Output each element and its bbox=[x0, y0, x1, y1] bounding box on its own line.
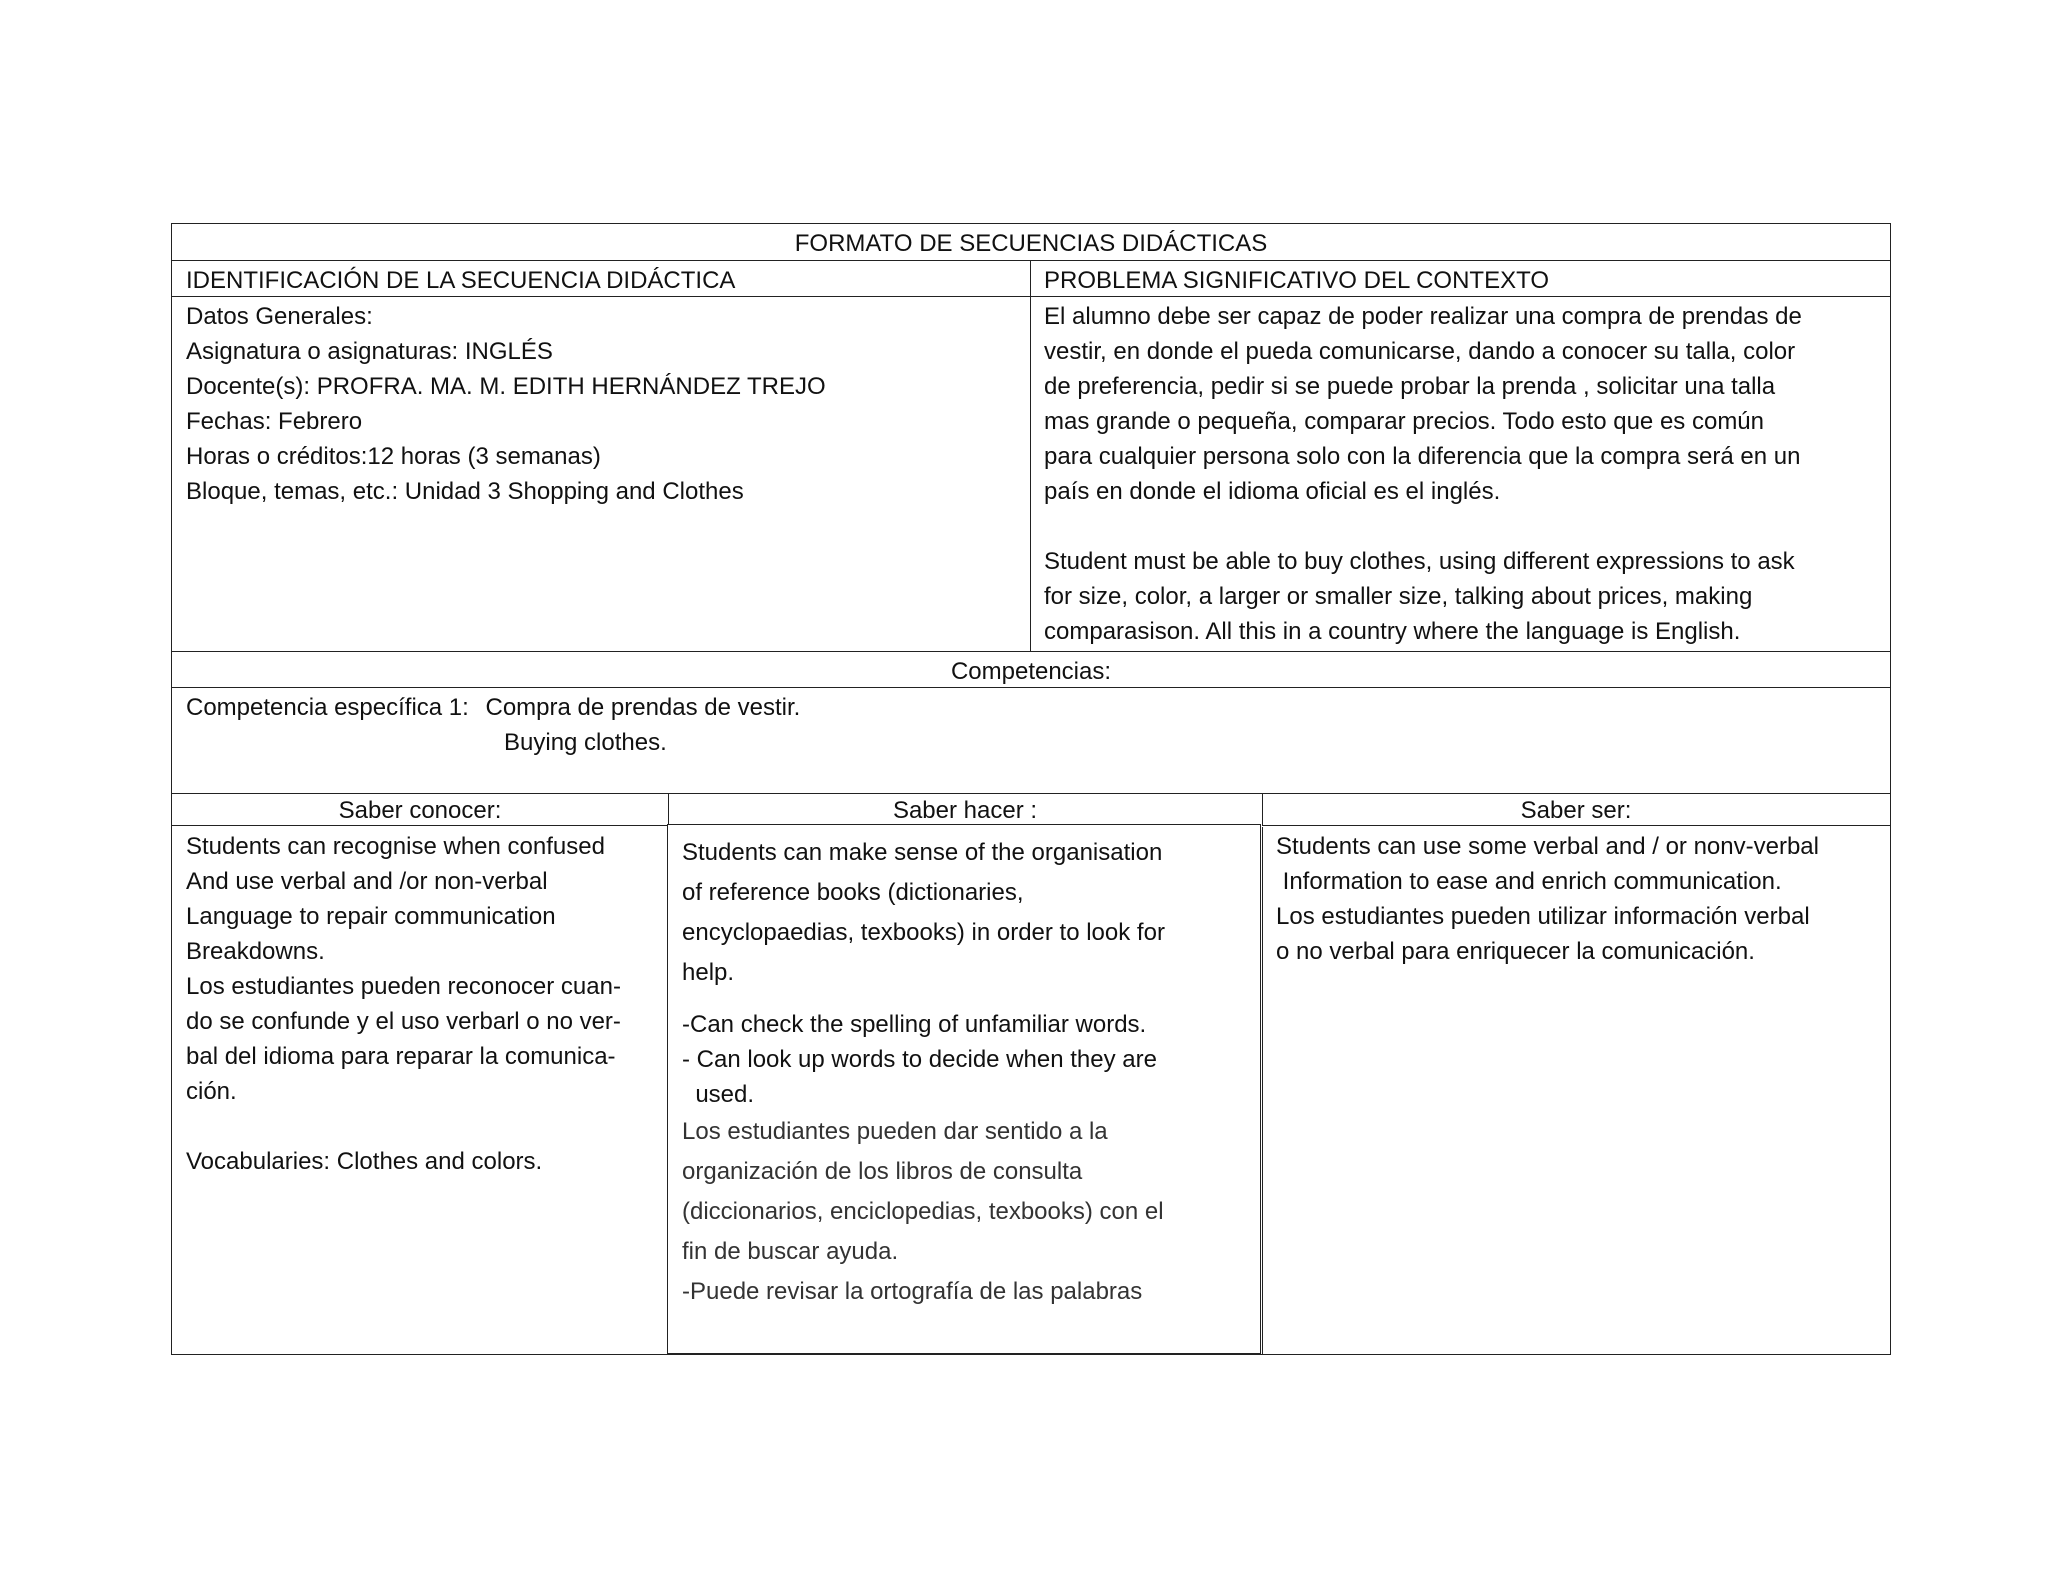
saber-hacer-intro-line: of reference books (dictionaries, bbox=[682, 879, 1024, 906]
saber-hacer-bullet: - Can look up words to decide when they are bbox=[682, 1046, 1157, 1073]
problema-en-line: for size, color, a larger or smaller size, talking about prices, making bbox=[1044, 583, 1753, 610]
identificacion-header: IDENTIFICACIÓN DE LA SECUENCIA DIDÁCTICA bbox=[186, 267, 736, 294]
saber-conocer-content bbox=[172, 827, 668, 1354]
datos-row bbox=[172, 297, 1890, 652]
competencias-row bbox=[172, 652, 1890, 688]
problema-en-line: comparasison. All this in a country where the language is English. bbox=[1044, 618, 1741, 645]
saber-hacer-es-line: (diccionarios, enciclopedias, texbooks) con el bbox=[682, 1198, 1164, 1225]
competencia-especifica-row bbox=[172, 688, 1890, 794]
saber-conocer-line: ción. bbox=[186, 1078, 237, 1105]
saber-conocer-line: Students can recognise when confused bbox=[186, 833, 605, 860]
problema-en-line: Student must be able to buy clothes, using different expressions to ask bbox=[1044, 548, 1795, 575]
saber-hacer-es-line: fin de buscar ayuda. bbox=[682, 1238, 899, 1265]
problema-es-line: país en donde el idioma oficial es el inglés. bbox=[1044, 478, 1501, 505]
datos-line: Bloque, temas, etc.: Unidad 3 Shopping and Clothes bbox=[186, 478, 744, 505]
saber-conocer-vocab: Vocabularies: Clothes and colors. bbox=[186, 1148, 543, 1175]
competencia-label: Competencia específica 1: bbox=[186, 694, 469, 721]
datos-line: Fechas: Febrero bbox=[186, 408, 363, 435]
problema-es-line: para cualquier persona solo con la diferencia que la compra será en un bbox=[1044, 443, 1801, 470]
saber-hacer-bullet: -Can check the spelling of unfamiliar words. bbox=[682, 1011, 1147, 1038]
problema-es-line: vestir, en donde el pueda comunicarse, dando a conocer su talla, color bbox=[1044, 338, 1796, 365]
problema-header: PROBLEMA SIGNIFICATIVO DEL CONTEXTO bbox=[1044, 267, 1549, 294]
saber-ser-header: Saber ser: bbox=[1520, 797, 1632, 824]
saber-hacer-intro-line: Students can make sense of the organisation bbox=[682, 839, 1163, 866]
saber-ser-line: Students can use some verbal and / or nonv-verbal bbox=[1276, 833, 1819, 860]
competencias-header: Competencias: bbox=[950, 658, 1112, 685]
document-title bbox=[172, 224, 1890, 260]
saber-hacer-bullet: used. bbox=[682, 1081, 755, 1108]
datos-line: Datos Generales: bbox=[186, 303, 373, 330]
problema-es-line: El alumno debe ser capaz de poder realizar una compra de prendas de bbox=[1044, 303, 1802, 330]
datos-line: Asignatura o asignaturas: INGLÉS bbox=[186, 338, 553, 365]
saber-hacer-header: Saber hacer : bbox=[892, 797, 1038, 824]
datos-generales bbox=[172, 297, 1030, 651]
saber-conocer-line: bal del idioma para reparar la comunica- bbox=[186, 1043, 616, 1070]
competencia-es: Compra de prendas de vestir. bbox=[485, 694, 801, 721]
saber-hacer-es-line: organización de los libros de consulta bbox=[682, 1158, 1083, 1185]
title-text: FORMATO DE SECUENCIAS DIDÁCTICAS bbox=[794, 230, 1268, 257]
datos-line: Horas o créditos:12 horas (3 semanas) bbox=[186, 443, 601, 470]
problema-es-line: de preferencia, pedir si se puede probar la prenda , solicitar una talla bbox=[1044, 373, 1776, 400]
saber-conocer-header: Saber conocer: bbox=[338, 797, 502, 824]
problema-es-line: mas grande o pequeña, comparar precios. Todo esto que es común bbox=[1044, 408, 1764, 435]
saber-hacer-es-line: Los estudiantes pueden dar sentido a la bbox=[682, 1118, 1108, 1145]
saber-conocer-line: do se confunde y el uso verbarl o no ver- bbox=[186, 1008, 621, 1035]
datos-line: Docente(s): PROFRA. MA. M. EDITH HERNÁNDEZ TREJO bbox=[186, 373, 826, 400]
title-row bbox=[172, 224, 1890, 261]
saber-conocer-line: Breakdowns. bbox=[186, 938, 325, 965]
saber-ser-line: Los estudiantes pueden utilizar información verbal bbox=[1276, 903, 1810, 930]
saber-conocer-line: Los estudiantes pueden reconocer cuan- bbox=[186, 973, 621, 1000]
saber-conocer-line: Language to repair communication bbox=[186, 903, 556, 930]
problema-text bbox=[1030, 297, 1890, 651]
section-headers-row bbox=[172, 261, 1890, 297]
saber-ser-line: o no verbal para enriquecer la comunicación. bbox=[1276, 938, 1755, 965]
saber-ser-line: Information to ease and enrich communication. bbox=[1276, 868, 1782, 895]
competencia-en: Buying clothes. bbox=[504, 729, 667, 756]
saber-conocer-line: And use verbal and /or non-verbal bbox=[186, 868, 548, 895]
saber-hacer-content bbox=[667, 824, 1261, 1354]
saberes-header-row bbox=[172, 794, 1890, 826]
saber-hacer-es-line: -Puede revisar la ortografía de las palabras bbox=[682, 1278, 1143, 1305]
competencia-especifica bbox=[172, 688, 1890, 793]
saber-ser-content bbox=[1262, 827, 1890, 1354]
saber-hacer-intro-line: help. bbox=[682, 959, 735, 986]
saber-hacer-intro-line: encyclopaedias, texbooks) in order to look for bbox=[682, 919, 1165, 946]
